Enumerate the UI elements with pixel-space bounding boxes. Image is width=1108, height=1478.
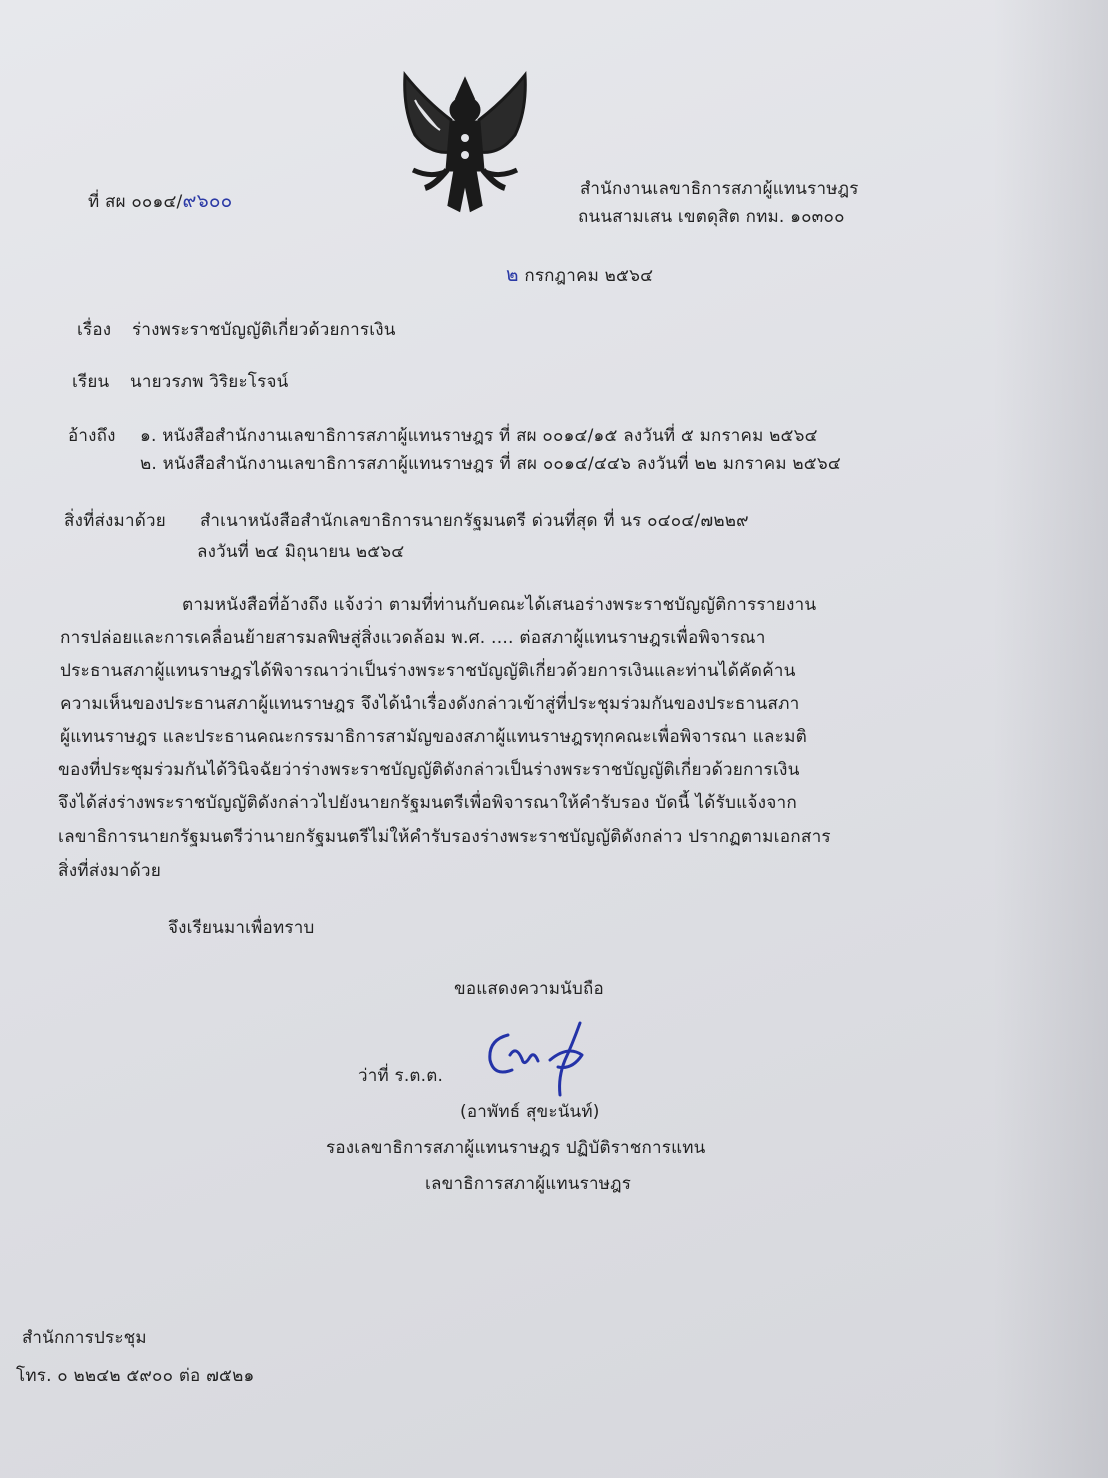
recipient-value: นายวรภพ วิริยะโรจน์ [130, 372, 289, 392]
sender-office: สำนักงานเลขาธิการสภาผู้แทนราษฎร [580, 179, 859, 199]
signatory-name: (อาพัทธ์ สุขะนันท์) [460, 1102, 600, 1122]
enclosure-line-1: สำเนาหนังสือสำนักเลขาธิการนายกรัฐมนตรี ด่วนที่สุด ที่ นร ๐๔๐๔/๗๒๒๙ [200, 511, 749, 531]
body-line-2: การปล่อยและการเคลื่อนย้ายสารมลพิษสู่สิ่งแวดล้อม พ.ศ. .... ต่อสภาผู้แทนราษฎรเพื่อพิจารณา [60, 628, 766, 648]
subject-label: เรื่อง [77, 320, 112, 340]
reference-number [88, 186, 232, 216]
footer-office: สำนักการประชุม [22, 1328, 147, 1348]
signatory-title-2: เลขาธิการสภาผู้แทนราษฎร [425, 1174, 632, 1194]
body-line-5: ผู้แทนราษฎร และประธานคณะกรรมาธิการสามัญของสภาผู้แทนราษฎรทุกคณะเพื่อพิจารณา และมติ [60, 727, 807, 747]
signatory-title-1: รองเลขาธิการสภาผู้แทนราษฎร ปฏิบัติราชการแทน [326, 1138, 706, 1158]
letter-date [506, 260, 653, 290]
reference-number-handwritten: ๙๖๐๐ [182, 190, 233, 212]
reference-item-1: ๑. หนังสือสำนักงานเลขาธิการสภาผู้แทนราษฎร ที่ สผ ๐๐๑๔/๑๕ ลงวันที่ ๕ มกราคม ๒๕๖๔ [140, 426, 818, 446]
sender-address: ถนนสามเสน เขตดุสิต กทม. ๑๐๓๐๐ [578, 207, 845, 227]
body-line-7: จึงได้ส่งร่างพระราชบัญญัติดังกล่าวไปยังนายกรัฐมนตรีเพื่อพิจารณาให้คำรับรอง บัดนี้ ได้รับแจ้งจาก [58, 793, 797, 813]
reference-item-2: ๒. หนังสือสำนักงานเลขาธิการสภาผู้แทนราษฎร ที่ สผ ๐๐๑๔/๔๔๖ ลงวันที่ ๒๒ มกราคม ๒๕๖๔ [140, 454, 841, 474]
body-line-8: เลขาธิการนายกรัฐมนตรีว่านายกรัฐมนตรีไม่ให้คำรับรองร่างพระราชบัญญัติดังกล่าว ปรากฏตามเอกสาร [58, 827, 831, 847]
body-line-4: ความเห็นของประธานสภาผู้แทนราษฎร จึงได้นำเรื่องดังกล่าวเข้าสู่ที่ประชุมร่วมกันของประธานสภา [60, 694, 800, 714]
footer-phone: โทร. ๐ ๒๒๔๒ ๕๙๐๐ ต่อ ๗๕๒๑ [16, 1366, 255, 1386]
enclosure-line-2: ลงวันที่ ๒๔ มิถุนายน ๒๕๖๔ [197, 542, 405, 562]
body-line-9: สิ่งที่ส่งมาด้วย [58, 861, 161, 881]
garuda-emblem-icon [385, 60, 545, 220]
date-day-handwritten: ๒ [506, 264, 519, 286]
body-line-6: ของที่ประชุมร่วมกันได้วินิจฉัยว่าร่างพระราชบัญญัติดังกล่าวเป็นร่างพระราชบัญญัติเกี่ยวด้วยการเงิน [58, 760, 800, 780]
body-line-3: ประธานสภาผู้แทนราษฎรได้พิจารณาว่าเป็นร่างพระราชบัญญัติเกี่ยวด้วยการเงินและท่านได้คัดค้าน [60, 661, 796, 681]
reference-prefix: ที่ สผ ๐๐๑๔/ [88, 192, 183, 212]
enclosure-label: สิ่งที่ส่งมาด้วย [64, 511, 166, 531]
subject-value: ร่างพระราชบัญญัติเกี่ยวด้วยการเงิน [132, 320, 396, 340]
handwritten-signature-icon [480, 1015, 600, 1110]
date-month-year: กรกฎาคม ๒๕๖๔ [524, 266, 654, 286]
page-edge-shadow [993, 0, 1108, 1478]
regards-line: ขอแสดงความนับถือ [454, 979, 604, 999]
body-line-1: ตามหนังสือที่อ้างถึง แจ้งว่า ตามที่ท่านกับคณะได้เสนอร่างพระราชบัญญัติการรายงาน [182, 595, 817, 615]
recipient-label: เรียน [72, 372, 110, 392]
references-label: อ้างถึง [68, 426, 116, 446]
acting-prefix: ว่าที่ ร.ต.ต. [358, 1066, 444, 1086]
closing-line: จึงเรียนมาเพื่อทราบ [168, 918, 315, 938]
